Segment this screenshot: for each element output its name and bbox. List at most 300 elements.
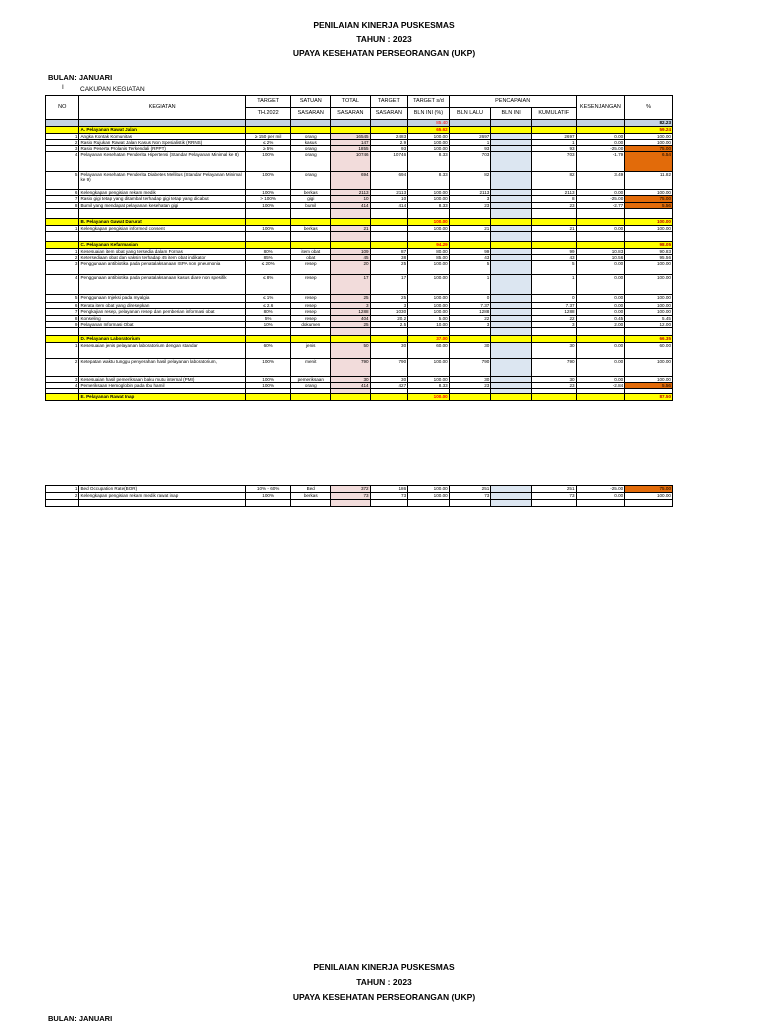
row-target: 10% xyxy=(245,322,291,328)
spacer-row xyxy=(46,209,673,219)
section-target-sd-c: 94.29 xyxy=(408,242,450,249)
section-row-d xyxy=(46,336,673,343)
empty-cell xyxy=(531,500,576,507)
empty-cell xyxy=(245,232,291,242)
page2-bulan-value: JANUARI xyxy=(78,1014,113,1023)
row-satuan: orang xyxy=(291,383,331,389)
section-target-sd-a: 65.62 xyxy=(408,127,450,134)
section-empty xyxy=(291,336,331,343)
row-target: 100% xyxy=(245,377,291,383)
row-target-sasaran: 186 xyxy=(370,486,408,493)
row-satuan: Bed xyxy=(291,486,331,493)
section-empty xyxy=(245,242,291,249)
row-no: 4 xyxy=(46,383,79,389)
empty-cell xyxy=(491,500,532,507)
section-target-sd-d: 37.00 xyxy=(408,336,450,343)
row-target: ≤ 1% xyxy=(245,295,291,303)
row-target-sd: 100.00 xyxy=(408,196,450,203)
section-label: CAKUPAN KEGIATAN xyxy=(80,86,145,93)
row-bln-ini xyxy=(491,359,532,377)
row-persen: 5.56 xyxy=(625,203,673,209)
row-kumulatif: 790 xyxy=(531,359,576,377)
row-total: 45 xyxy=(331,255,371,261)
section-no xyxy=(46,336,79,343)
empty-cell xyxy=(245,500,291,507)
row-bln-lalu: 3 xyxy=(449,196,491,203)
row-total: 1855 xyxy=(331,146,371,152)
empty-cell xyxy=(625,328,673,336)
row-target: ≤ 2.6 xyxy=(245,303,291,309)
row-satuan: obat xyxy=(291,255,331,261)
row-persen: 100.00 xyxy=(625,226,673,232)
summary-target-sd: 85.40 xyxy=(408,120,450,127)
table-row xyxy=(46,275,673,295)
row-total: 10746 xyxy=(331,152,371,172)
page2-title: PENILAIAN KINERJA PUSKESMAS xyxy=(313,962,455,972)
row-satuan: menit xyxy=(291,359,331,377)
row-persen: 100.00 xyxy=(625,190,673,196)
section-empty xyxy=(491,219,532,226)
empty-cell xyxy=(46,209,79,219)
row-persen: 100.00 xyxy=(625,134,673,140)
section-empty xyxy=(531,127,576,134)
row-target: 5% xyxy=(245,316,291,322)
row-kesenjangan: 0.00 xyxy=(576,226,625,232)
page-subtitle: UPAYA KESEHATAN PERSEORANGAN (UKP) xyxy=(292,48,476,58)
row-target-sd: 85.00 xyxy=(408,255,450,261)
row-target-sasaran: 17 xyxy=(370,275,408,295)
section-row-e xyxy=(46,394,673,401)
row-satuan: berkas xyxy=(291,493,331,500)
empty-cell xyxy=(531,232,576,242)
row-total: 20 xyxy=(331,261,371,275)
row-bln-lalu: 3 xyxy=(449,322,491,328)
row-no: 1 xyxy=(46,343,79,359)
row-kegiatan: Kelengkapan pengisian informed consent xyxy=(79,226,245,232)
row-total: 790 xyxy=(331,359,371,377)
row-kesenjangan: 0.45 xyxy=(576,316,625,322)
table-row xyxy=(46,261,673,275)
row-kumulatif: 1288 xyxy=(531,309,576,316)
row-kesenjangan: 10.56 xyxy=(576,255,625,261)
col-target: TARGET xyxy=(245,96,291,108)
row-satuan: dokumen xyxy=(291,322,331,328)
row-satuan: resep xyxy=(291,316,331,322)
page-year: TAHUN : 2023 xyxy=(356,34,412,44)
section-no xyxy=(46,127,79,134)
row-satuan: orang xyxy=(291,134,331,140)
row-target-sd: 100.00 xyxy=(408,493,450,500)
row-kegiatan: Bed Occupation Rate(BOR) xyxy=(79,486,245,493)
row-bln-lalu: 1 xyxy=(449,275,491,295)
row-target-sasaran: 25 xyxy=(370,261,408,275)
row-kegiatan: Pelayanan Kesehatan Penderita Diabetes Mellitus (Standar Pelayanan Minimal ke 9) xyxy=(79,172,245,190)
empty-cell xyxy=(408,209,450,219)
row-target-sd: 80.00 xyxy=(408,249,450,255)
row-satuan: resep xyxy=(291,275,331,295)
row-target: 100% xyxy=(245,226,291,232)
row-target-sasaran: 30 xyxy=(370,343,408,359)
row-target-sd: 100.00 xyxy=(408,190,450,196)
row-target-sd: 100.00 xyxy=(408,377,450,383)
row-bln-lalu: 790 xyxy=(449,359,491,377)
row-persen: 75.00 xyxy=(625,486,673,493)
row-satuan: resep xyxy=(291,261,331,275)
row-satuan: kasus xyxy=(291,140,331,146)
row-bln-lalu: 23 xyxy=(449,203,491,209)
row-satuan: orang xyxy=(291,146,331,152)
row-no: 3 xyxy=(46,146,79,152)
row-no: 1 xyxy=(46,226,79,232)
empty-cell xyxy=(331,328,371,336)
row-bln-ini xyxy=(491,172,532,190)
row-bln-lalu: 703 xyxy=(449,152,491,172)
empty-cell xyxy=(491,209,532,219)
section-persen-b: 100.00 xyxy=(625,219,673,226)
row-persen: 90.83 xyxy=(625,249,673,255)
row-persen: 6.54 xyxy=(625,152,673,172)
table-row xyxy=(46,486,673,493)
row-kesenjangan: 0.00 xyxy=(576,295,625,303)
empty-cell xyxy=(576,328,625,336)
row-total: 30 xyxy=(331,377,371,383)
section-empty xyxy=(291,219,331,226)
empty-cell xyxy=(370,500,408,507)
row-kumulatif: 251 xyxy=(531,486,576,493)
empty-cell xyxy=(625,232,673,242)
row-persen: 100.00 xyxy=(625,377,673,383)
section-empty xyxy=(531,219,576,226)
row-no: 1 xyxy=(46,134,79,140)
row-kesenjangan: 0.00 xyxy=(576,134,625,140)
row-total: 73 xyxy=(331,493,371,500)
row-kesenjangan: 0.00 xyxy=(576,309,625,316)
empty-cell xyxy=(408,500,450,507)
row-persen: 75.00 xyxy=(625,196,673,203)
row-bln-ini xyxy=(491,309,532,316)
row-target-sd: 100.00 xyxy=(408,275,450,295)
row-kesenjangan: 0.00 xyxy=(576,493,625,500)
row-total: 2113 xyxy=(331,190,371,196)
row-bln-ini xyxy=(491,275,532,295)
row-kesenjangan: 2.00 xyxy=(576,322,625,328)
row-persen: 11.82 xyxy=(625,172,673,190)
empty-cell xyxy=(370,328,408,336)
row-kesenjangan: 0.00 xyxy=(576,303,625,309)
row-target-sd: 60.00 xyxy=(408,343,450,359)
section-empty xyxy=(576,127,625,134)
row-kesenjangan: -1.79 xyxy=(576,152,625,172)
row-target-sd: 100.00 xyxy=(408,140,450,146)
row-satuan: orang xyxy=(291,172,331,190)
row-persen: 100.00 xyxy=(625,303,673,309)
row-target-sasaran: 20.2 xyxy=(370,316,408,322)
empty-cell xyxy=(491,328,532,336)
row-target-sasaran: 2113 xyxy=(370,190,408,196)
section-label-a: A. Pelayanan Rawat Jalan xyxy=(79,127,245,134)
row-target-sd: 100.00 xyxy=(408,486,450,493)
row-persen: 95.56 xyxy=(625,255,673,261)
section-row-b xyxy=(46,219,673,226)
col-kumulatif: KUMULATIF xyxy=(531,108,576,120)
row-total: 404 xyxy=(331,316,371,322)
row-kegiatan: Pemeriksaan Hemoglobin pada Ibu hamil xyxy=(79,383,245,389)
empty-cell xyxy=(46,328,79,336)
row-no: 1 xyxy=(46,249,79,255)
col-bln-lalu: BLN LALU xyxy=(449,108,491,120)
row-kumulatif: 7.37 xyxy=(531,303,576,309)
row-total: 694 xyxy=(331,172,371,190)
section-empty xyxy=(449,242,491,249)
row-bln-ini xyxy=(491,343,532,359)
page2-year: TAHUN : 2023 xyxy=(356,977,412,987)
row-target: 100% xyxy=(245,172,291,190)
section-no xyxy=(46,394,79,401)
empty-cell xyxy=(46,232,79,242)
empty-cell xyxy=(79,209,245,219)
row-target-sd: 10.00 xyxy=(408,322,450,328)
row-target: ≥ 150 per mil xyxy=(245,134,291,140)
row-kesenjangan: -2.77 xyxy=(576,203,625,209)
row-kegiatan: Penggunaan Injeksi pada myalgia xyxy=(79,295,245,303)
empty-cell xyxy=(576,209,625,219)
col-no: NO xyxy=(46,96,79,120)
section-empty xyxy=(331,127,371,134)
row-kesenjangan: -25.00 xyxy=(576,486,625,493)
col-target-sasaran: TARGET xyxy=(370,96,408,108)
row-target: ≤ 20% xyxy=(245,261,291,275)
row-satuan: resep xyxy=(291,309,331,316)
section-empty xyxy=(491,394,532,401)
row-total: 10 xyxy=(331,196,371,203)
row-kegiatan: Penggunaan antibiotika pada penatalaksanaan ISPA non pneumonia xyxy=(79,261,245,275)
section-empty xyxy=(449,219,491,226)
row-target-sasaran: 1030 xyxy=(370,309,408,316)
row-bln-lalu: 22 xyxy=(449,316,491,322)
row-bln-lalu: 30 xyxy=(449,343,491,359)
section-empty xyxy=(491,127,532,134)
row-target-sasaran: 38 xyxy=(370,255,408,261)
section-persen-d: 66.35 xyxy=(625,336,673,343)
row-persen: 100.00 xyxy=(625,295,673,303)
row-target-sasaran: 87 xyxy=(370,249,408,255)
row-target-sasaran: 10746 xyxy=(370,152,408,172)
table-row xyxy=(46,359,673,377)
row-total: 109 xyxy=(331,249,371,255)
row-target: 100% xyxy=(245,190,291,196)
bulan-line xyxy=(48,73,112,82)
row-persen: 100.00 xyxy=(625,140,673,146)
row-kegiatan: Penggunaan antibiotika pada penatalaksanaan kasus diare non spesifik xyxy=(79,275,245,295)
section-empty xyxy=(576,242,625,249)
row-target: 100% xyxy=(245,493,291,500)
table-row xyxy=(46,196,673,203)
row-kumulatif: 43 xyxy=(531,255,576,261)
row-no: 2 xyxy=(46,493,79,500)
row-kegiatan: Kelengkapan pengisian rekam medik rawat inap xyxy=(79,493,245,500)
row-satuan: gigi xyxy=(291,196,331,203)
row-kegiatan: Ketersediaan obat dan vaksin terhadap 45 item obat indikator xyxy=(79,255,245,261)
row-kumulatif: 22 xyxy=(531,316,576,322)
section-marker: I xyxy=(62,84,64,91)
row-kumulatif: 99 xyxy=(531,249,576,255)
row-satuan: item obat xyxy=(291,249,331,255)
row-bln-lalu: 99 xyxy=(449,249,491,255)
row-bln-lalu: 82 xyxy=(449,172,491,190)
section-empty xyxy=(331,336,371,343)
row-bln-ini xyxy=(491,295,532,303)
row-total: 3 xyxy=(331,303,371,309)
summary-persen: 82.23 xyxy=(625,120,673,127)
section-empty xyxy=(245,219,291,226)
section-empty xyxy=(576,394,625,401)
col-persen: % xyxy=(625,96,673,120)
section-no xyxy=(46,242,79,249)
empty-cell xyxy=(370,232,408,242)
section-empty xyxy=(245,336,291,343)
section-empty xyxy=(370,336,408,343)
row-bln-lalu: 2697 xyxy=(449,134,491,140)
row-kesenjangan: 10.83 xyxy=(576,249,625,255)
row-persen: 100.00 xyxy=(625,261,673,275)
row-satuan: resep xyxy=(291,303,331,309)
row-kumulatif: 23 xyxy=(531,203,576,209)
section-empty xyxy=(491,242,532,249)
row-no: 3 xyxy=(46,377,79,383)
section-persen-e: 87.50 xyxy=(625,394,673,401)
empty-cell xyxy=(449,232,491,242)
section-empty xyxy=(245,394,291,401)
row-kegiatan: Angka Kontak Komunitas xyxy=(79,134,245,140)
row-persen: 5.56 xyxy=(625,383,673,389)
row-kesenjangan: -25.00 xyxy=(576,146,625,152)
row-kumulatif: 8 xyxy=(531,196,576,203)
row-target-sd: 100.00 xyxy=(408,261,450,275)
row-persen: 5.45 xyxy=(625,316,673,322)
row-kesenjangan: 0.00 xyxy=(576,261,625,275)
row-kegiatan: Pelayanan Informasi Obat xyxy=(79,322,245,328)
row-persen: 100.00 xyxy=(625,275,673,295)
page2-bulan-line xyxy=(48,1014,112,1023)
row-bln-ini xyxy=(491,196,532,203)
empty-cell xyxy=(625,500,673,507)
empty-cell xyxy=(408,328,450,336)
row-bln-lalu: 5 xyxy=(449,261,491,275)
row-target-sd: 100.00 xyxy=(408,359,450,377)
col-target-sd-2: BLN INI (%) xyxy=(408,108,450,120)
row-bln-ini xyxy=(491,152,532,172)
section-empty xyxy=(291,127,331,134)
row-satuan: resep xyxy=(291,295,331,303)
row-kumulatif: 73 xyxy=(531,493,576,500)
section-empty xyxy=(531,336,576,343)
row-kegiatan: Rasio Rujukan Rawat Jalan Kasus Non Spesialistik (RRNS) xyxy=(79,140,245,146)
row-target-sd: 8.33 xyxy=(408,152,450,172)
empty-cell xyxy=(245,328,291,336)
row-bln-lalu: 2113 xyxy=(449,190,491,196)
row-kumulatif: 2113 xyxy=(531,190,576,196)
section-empty xyxy=(491,336,532,343)
section-empty xyxy=(370,127,408,134)
row-kesenjangan: 0.00 xyxy=(576,343,625,359)
row-no: 8 xyxy=(46,203,79,209)
row-persen: 100.00 xyxy=(625,493,673,500)
col-satuan-sasaran: SASARAN xyxy=(291,108,331,120)
row-target: 10% - 60% xyxy=(245,486,291,493)
kinerja-table xyxy=(45,95,673,401)
row-total: 16545 xyxy=(331,134,371,140)
table-row xyxy=(46,493,673,500)
bulan-value: JANUARI xyxy=(78,73,113,82)
empty-cell xyxy=(245,209,291,219)
section-empty xyxy=(449,336,491,343)
table-row xyxy=(46,343,673,359)
row-target: 60% xyxy=(245,343,291,359)
row-kegiatan: Rerata item obat yang diresepkan xyxy=(79,303,245,309)
row-total: 1288 xyxy=(331,309,371,316)
row-persen: 75.00 xyxy=(625,146,673,152)
row-target-sasaran: 73 xyxy=(370,493,408,500)
row-no: 6 xyxy=(46,190,79,196)
row-target-sd: 8.33 xyxy=(408,172,450,190)
row-kumulatif: 0 xyxy=(531,295,576,303)
row-kumulatif: 30 xyxy=(531,377,576,383)
section-empty xyxy=(331,219,371,226)
row-persen: 60.00 xyxy=(625,343,673,359)
empty-cell xyxy=(449,500,491,507)
row-target-sd: 100.00 xyxy=(408,134,450,140)
empty-cell xyxy=(491,232,532,242)
section-empty xyxy=(576,219,625,226)
row-no: 2 xyxy=(46,140,79,146)
section-empty xyxy=(245,127,291,134)
col-total-sasaran: SASARAN xyxy=(331,108,371,120)
empty-cell xyxy=(531,209,576,219)
row-total: 17 xyxy=(331,275,371,295)
row-target-sd: 100.00 xyxy=(408,303,450,309)
row-target-sd: 100.00 xyxy=(408,295,450,303)
row-target-sasaran: 694 xyxy=(370,172,408,190)
table-row xyxy=(46,295,673,303)
empty-cell xyxy=(370,209,408,219)
row-target: ≤ 8% xyxy=(245,275,291,295)
section-empty xyxy=(531,242,576,249)
row-no: 3 xyxy=(46,261,79,275)
row-kesenjangan: 0.00 xyxy=(576,140,625,146)
row-no: 5 xyxy=(46,295,79,303)
row-bln-lalu: 7.37 xyxy=(449,303,491,309)
row-bln-ini xyxy=(491,261,532,275)
section-label-c: C. Pelayanan Kefarmasian xyxy=(79,242,245,249)
row-kesenjangan: 0.00 xyxy=(576,190,625,196)
row-satuan: berkas xyxy=(291,226,331,232)
row-kumulatif: 82 xyxy=(531,172,576,190)
row-satuan: berkas xyxy=(291,190,331,196)
row-kegiatan: Konseling xyxy=(79,316,245,322)
page2-subtitle: UPAYA KESEHATAN PERSEORANGAN (UKP) xyxy=(292,992,476,1002)
row-target-sasaran: 2.9 xyxy=(370,140,408,146)
row-bln-lalu: 1288 xyxy=(449,309,491,316)
row-target-sasaran: 790 xyxy=(370,359,408,377)
empty-cell xyxy=(531,328,576,336)
row-bln-lalu: 73 xyxy=(449,493,491,500)
row-kegiatan: Pelayanan Kesehatan Penderita Hipertensi (Standar Pelayanan Minimal ke 8) xyxy=(79,152,245,172)
row-kesenjangan: 0.00 xyxy=(576,377,625,383)
section-empty xyxy=(449,394,491,401)
page-title: PENILAIAN KINERJA PUSKESMAS xyxy=(313,20,455,30)
row-kegiatan: Kesesuaian item obat yang tersedia dalam Fornas xyxy=(79,249,245,255)
section-label-b: B. Pelayanan Gawat Darurat xyxy=(79,219,245,226)
